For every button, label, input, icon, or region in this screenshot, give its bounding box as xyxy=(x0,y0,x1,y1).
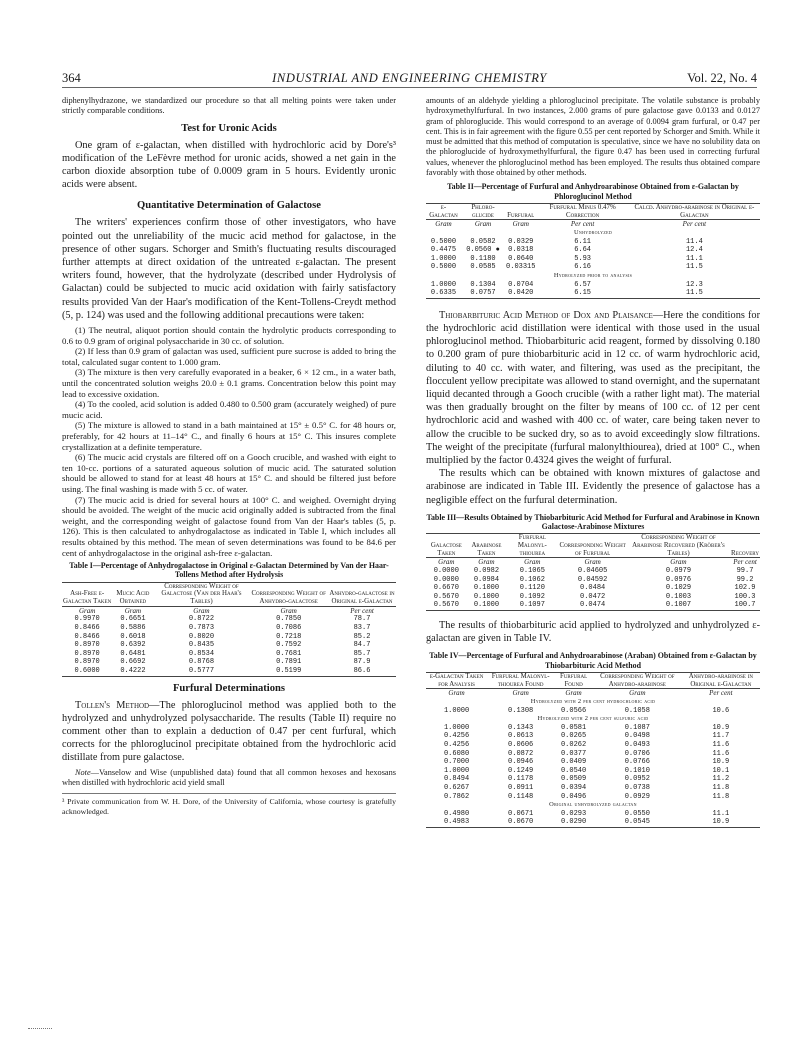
table-cell: 11.8 xyxy=(712,792,730,801)
table-cell: 0.5000 xyxy=(430,263,457,272)
table-cell: 0.1249 xyxy=(508,766,534,775)
table-cell: 0.0329 xyxy=(508,237,534,246)
table-cell: 0.0613 xyxy=(508,732,534,741)
procedure-step: (3) The mixture is then very carefully evaporated in a beaker, 6 × 12 cm., in a water bath, until the concentrated solution weighs 20.0 ± 0.1 grams. Concentration below this point may lead to excessive oxidation. xyxy=(62,367,396,399)
table-cell: 99.7 xyxy=(736,567,754,576)
table-cell: 0.4980 xyxy=(443,809,470,818)
unit-cell: Per cent xyxy=(629,220,760,229)
table-header: Corresponding Weight of Arabinose Recovered (Kröber's Tables) xyxy=(627,534,730,558)
table-cell: 0.0550 xyxy=(624,809,650,818)
table-cell: 0.0757 xyxy=(461,289,505,298)
table-cell: 0.0394 xyxy=(560,783,587,792)
table-cell: 0.0293 xyxy=(560,809,587,818)
unit-cell: Per cent xyxy=(536,220,628,229)
table-row xyxy=(426,732,760,741)
unit-cell: Gram xyxy=(554,689,593,698)
unit-cell: Gram xyxy=(426,689,487,698)
table-cell: 0.0582 xyxy=(470,237,496,246)
table-cell: 0.04605 xyxy=(577,567,608,576)
table-row xyxy=(426,793,760,802)
table-cell: 0.1010 xyxy=(624,766,650,775)
table-cell: 1.0000 xyxy=(443,723,470,732)
table-cell: 102.9 xyxy=(734,584,756,593)
table-header: Galactose Taken xyxy=(426,534,467,558)
table-cell: 0.1092 xyxy=(519,592,545,601)
table-cell: 0.0496 xyxy=(560,792,587,801)
table-row xyxy=(426,289,760,298)
table-cell: 0.04592 xyxy=(577,575,608,584)
table-cell: 0.6018 xyxy=(120,632,146,641)
table-cell: 0.1178 xyxy=(508,775,534,784)
table-cell: 0.6392 xyxy=(120,641,146,650)
table-header: ε-Galactan Taken for Analysis xyxy=(426,673,487,689)
table-row xyxy=(426,246,760,255)
table-cell: 0.1029 xyxy=(665,584,692,593)
table-cell: 0.5199 xyxy=(249,667,328,676)
run-in-heading: Tollen's Method xyxy=(75,699,150,711)
table-cell: 11.1 xyxy=(685,254,703,263)
table-row xyxy=(426,750,760,759)
paragraph-uronic: One gram of ε-galactan, when distilled with hydrochloric acid by Dore's³ modification of the LeFèvre method for uronic acids, showed a net gain in the carbon dioxide absorption tube of 0.0009 gram in 5 hours. Evidently uronic acids were absent. xyxy=(62,139,396,191)
table-row xyxy=(62,615,396,624)
unit-cell: Gram xyxy=(593,689,682,698)
table-cell: 0.5670 xyxy=(426,601,467,610)
table-cell: 0.0560 ● xyxy=(466,246,500,255)
table-cell: 0.0706 xyxy=(624,749,650,758)
footnote: ³ Private communication from W. H. Dore, of the University of California, whose courtesy is gratefully acknowledged. xyxy=(62,793,396,816)
unit-cell: Per cent xyxy=(328,606,396,615)
table-cell: 0.1308 xyxy=(508,706,534,715)
table-cell: 11.6 xyxy=(712,749,730,758)
table-header: Corresponding Weight of Furfural xyxy=(558,534,627,558)
table-cell: 87.9 xyxy=(353,658,371,667)
table-row xyxy=(62,624,396,633)
table-cell: 85.7 xyxy=(353,649,371,658)
table-cell: 6.11 xyxy=(574,237,591,246)
table-cell: 0.1003 xyxy=(665,592,692,601)
table-cell: 0.1343 xyxy=(508,723,534,732)
table-row xyxy=(426,818,760,827)
table-cell: 0.7086 xyxy=(276,623,302,632)
table-cell: 5.93 xyxy=(574,254,591,263)
table-cell: 1.0000 xyxy=(443,766,470,775)
procedure-step: (1) The neutral, aliquot portion should contain the hydrolytic products corresponding to 0.6 to 0.9 gram of original polysaccharide in 30 cc. of solution. xyxy=(62,325,396,346)
procedure-step: (7) The mucic acid is dried for several hours at 100° C. and weighed. Overnight drying should be avoided. The weight of the mucic acid originally added is subtracted from the final weight, and the corresponding weight of galactose found from Van der Haar's tables (5, p. 126). This is then calculated to anhydrogalactose as indicated in Table I, which includes all results obtained by this method. The mean of seven determinations was found to be 84.6 per cent of anhydrogalactose in the original ash-free ε-galactan. xyxy=(62,494,396,558)
heading-quantitative-galactose: Quantitative Determination of Galactose xyxy=(137,200,321,212)
table-row xyxy=(426,707,760,716)
note-label: Note xyxy=(75,767,91,777)
table-cell: 0.7592 xyxy=(276,641,302,650)
table-cell: 0.0952 xyxy=(624,775,650,784)
section-label: Hydrolyzed with 2 per cent hydrochloric acid xyxy=(530,698,656,706)
table-cell: 0.0377 xyxy=(560,749,587,758)
table-row xyxy=(426,281,760,290)
table-cell: 99.2 xyxy=(736,575,754,584)
table-cell: 0.9970 xyxy=(74,615,100,624)
unit-cell: Gram xyxy=(426,220,461,229)
table-cell: 10.6 xyxy=(712,706,730,715)
left-column xyxy=(62,96,396,816)
unit-cell: Gram xyxy=(249,606,328,615)
table-cell: 11.7 xyxy=(712,732,730,741)
table-row xyxy=(62,641,396,650)
paragraph-quantitative: The writers' experiences confirm those of other investigators, who have pointed out the unreliability of the mucic acid method for galactose, in the presence of other sugars. Schorger and Smith's fluctuating results discouraged further attempts at direct oxidation of the untreated ε-galactan. The present writers found, however, that the hydrolyzate (described under Hydrolysis of Galactan) could be subjected to mucic acid oxidation with fairly satisfactory results provided Van der Haar's modification of the Kent-Tollens-Creydt method (5, p. 124) was used and the following additional precautions were taken: xyxy=(62,217,396,321)
table-cell: 11.1 xyxy=(712,809,730,818)
table-cell: 10.9 xyxy=(712,723,730,732)
table-cell: 11.6 xyxy=(712,741,730,749)
table-header: Phloro-glucide xyxy=(461,203,505,219)
note-paragraph xyxy=(62,768,396,789)
table-cell: 0.4475 xyxy=(430,246,457,255)
table-cell: 0.1062 xyxy=(519,575,545,584)
table-cell: 0.0738 xyxy=(624,783,650,792)
table-4 xyxy=(426,672,760,828)
paragraph-results: The results which can be obtained with known mixtures of galactose and arabinose are indicated in Table III. Evidently the presence of galactose has a negligible effect on the furfural determination. xyxy=(426,468,760,506)
margin-mark xyxy=(28,1028,52,1029)
table-cell: 0.8722 xyxy=(188,615,215,624)
table-cell: 0.7681 xyxy=(276,649,302,658)
table-cell: 0.6692 xyxy=(120,658,146,667)
table-3 xyxy=(426,533,760,611)
table-cell: 0.8494 xyxy=(443,775,470,784)
table-cell: 0.7873 xyxy=(188,623,215,632)
unit-cell: Gram xyxy=(487,689,554,698)
table-cell: 0.6651 xyxy=(120,615,146,624)
paragraph-text: —The phloroglucinol method was applied both to the hydrolyzed and unhydrolyzed polysaccharide. The results (Table II) require no comment other than to explain a deduction of 0.47 per cent furfural, which corrects for the phloroglucinol precipitate obtained from the hydrochloric acid distillate from pure galactose. xyxy=(62,699,396,764)
table-cell: 0.6335 xyxy=(426,289,461,298)
table-cell: 0.6267 xyxy=(443,783,470,792)
table-cell: 11.4 xyxy=(685,237,703,246)
paragraph-table4-intro: The results of thiobarbituric acid applied to hydrolyzed and unhydrolyzed ε-galactan are given in Table IV. xyxy=(426,620,760,645)
table-cell: 0.5000 xyxy=(430,237,457,246)
table-cell: 10.1 xyxy=(712,766,730,775)
table-cell: 0.8466 xyxy=(74,632,100,641)
table-cell: 86.6 xyxy=(328,667,396,676)
table-cell: 0.0420 xyxy=(505,289,536,298)
table-cell: 10.9 xyxy=(682,818,760,827)
procedure-step: (6) The mucic acid crystals are filtered off on a Gooch crucible, and washed with eight to ten 10-cc. portions of a saturated aqueous solution of mucic acid. The saturated solution should be allowed to stand for at least 48 hours at 15° C. and should be filtered just before using. The final washing is made with 5 cc. of water. xyxy=(62,452,396,494)
left-top-paragraph: diphenylhydrazone, we standardized our procedure so that all melting points were taken under strictly comparable conditions. xyxy=(62,96,396,116)
table-cell: 0.0585 xyxy=(470,263,496,272)
table-cell: 0.1000 xyxy=(473,584,500,593)
table-cell: 0.0498 xyxy=(624,732,650,741)
heading-furfural-determinations: Furfural Determinations xyxy=(172,682,286,694)
table-header: Corresponding Weight of Anhydro-galactose xyxy=(249,582,328,606)
table-cell: 0.5777 xyxy=(154,667,250,676)
table-cell: 1.0000 xyxy=(430,254,457,263)
table-row xyxy=(426,758,760,767)
procedure-step: (5) The mixture is allowed to stand in a bath maintained at 15° ± 0.5° C. for 48 hours or, preferably, for 42 hours at 11–14° C., and finally 6 hours at 15° C. This insures complete crystallization at a definite temperature. xyxy=(62,420,396,452)
table-1 xyxy=(62,582,396,677)
table-row xyxy=(426,775,760,784)
table-cell: 0.0540 xyxy=(560,766,587,775)
table-cell: 0.8970 xyxy=(74,649,100,658)
table-cell: 0.0929 xyxy=(624,792,650,801)
table-row xyxy=(62,650,396,659)
table-cell: 0.0318 xyxy=(508,246,534,255)
table-row xyxy=(62,658,396,667)
table-header: Calcd. Anhydro-arabinose in Original ε-Galactan xyxy=(629,203,760,219)
table-cell: 0.1065 xyxy=(519,567,545,576)
section-label: Unhydrolyzed xyxy=(573,228,613,236)
table-cell: 0.6080 xyxy=(443,749,470,758)
table-row xyxy=(426,601,760,610)
table-cell: 0.6670 xyxy=(433,584,459,593)
table-cell: 0.0000 xyxy=(433,575,459,584)
table-cell: 0.0493 xyxy=(624,741,650,749)
table-cell: 0.1097 xyxy=(506,601,558,610)
run-in-heading: Thiobarbituric Acid Method of Dox and Plaisance xyxy=(439,309,653,321)
table-cell: 0.4222 xyxy=(112,667,153,676)
table-row xyxy=(426,810,760,819)
unit-cell: Gram xyxy=(506,558,558,567)
volume-issue: Vol. 22, No. 4 xyxy=(687,71,757,85)
table-row xyxy=(426,238,760,247)
table-cell: 84.7 xyxy=(353,641,371,650)
table-cell: 0.8970 xyxy=(74,641,100,650)
table-cell: 0.0484 xyxy=(580,584,606,593)
table-cell: 0.0472 xyxy=(580,592,606,601)
table-cell: 0.8435 xyxy=(188,641,215,650)
table-header: Ash-Free ε-Galactan Taken xyxy=(62,582,112,606)
table-cell: 12.4 xyxy=(685,246,703,255)
table-cell: 0.0606 xyxy=(508,741,534,749)
table-cell: 0.0976 xyxy=(665,575,692,584)
unit-cell: Gram xyxy=(505,220,536,229)
table-cell: 0.0946 xyxy=(508,758,534,767)
table-cell: 0.0474 xyxy=(558,601,627,610)
table-cell: 0.0581 xyxy=(560,723,587,732)
table-cell: 0.7000 xyxy=(443,758,470,767)
table-cell: 12.3 xyxy=(685,280,703,289)
table-header: Corresponding Weight of Anhydro-arabinose xyxy=(593,673,682,689)
table-cell: 0.7850 xyxy=(276,615,302,624)
table-cell: 83.7 xyxy=(353,623,371,632)
table-row xyxy=(426,741,760,750)
unit-cell: Gram xyxy=(426,558,467,567)
table-cell: 11.5 xyxy=(685,263,703,272)
table-header: Furfural xyxy=(505,203,536,219)
table-header: Anhydro-galactose in Original ε-Galactan xyxy=(328,582,396,606)
table-row xyxy=(426,784,760,793)
table-cell: 11.2 xyxy=(712,775,730,784)
table-cell: 0.0984 xyxy=(473,575,500,584)
table-cell: 0.0911 xyxy=(508,783,534,792)
table-cell: 0.5670 xyxy=(433,592,459,601)
table-row xyxy=(426,724,760,733)
table-header: Furfural Malonyl-thiourea Found xyxy=(487,673,554,689)
table-cell: 0.4256 xyxy=(443,741,470,749)
table-cell: 0.1007 xyxy=(627,601,730,610)
table-header: Recovery xyxy=(730,534,760,558)
journal-title: INDUSTRIAL AND ENGINEERING CHEMISTRY xyxy=(272,71,547,85)
table-cell: 0.0766 xyxy=(624,758,650,767)
table-cell: 0.0566 xyxy=(560,706,587,715)
table-header: Furfural Found xyxy=(554,673,593,689)
table-2 xyxy=(426,203,760,299)
table-cell: 100.3 xyxy=(734,592,756,601)
procedure-step: (2) If less than 0.9 gram of galactan was used, sufficient pure sucrose is added to bring the total, calculated sugar content to 1.000 gram. xyxy=(62,346,396,367)
table-cell: 0.0704 xyxy=(508,280,534,289)
table-cell: 0.5886 xyxy=(120,623,146,632)
table-cell: 0.8970 xyxy=(74,658,100,667)
table-cell: 0.0640 xyxy=(508,254,534,263)
table-cell: 6.15 xyxy=(536,289,628,298)
right-column xyxy=(426,96,760,828)
table-cell: 0.0290 xyxy=(554,818,593,827)
table-cell: 0.0409 xyxy=(560,758,587,767)
table-cell: 0.4256 xyxy=(443,732,470,741)
table-cell: 0.7891 xyxy=(276,658,302,667)
table-cell: 1.0000 xyxy=(430,280,457,289)
table-cell: 0.1087 xyxy=(624,723,650,732)
table-cell: 0.0982 xyxy=(473,567,500,576)
table-2-caption: Table II—Percentage of Furfural and Anhydroarabinose Obtained from ε-Galactan by Phloroglucinol Method xyxy=(447,182,739,201)
table-row xyxy=(426,263,760,272)
table-4-caption: Table IV—Percentage of Furfural and Anhydroarabinose (Araban) Obtained from ε-Galactan by Thiobarbituric Acid Method xyxy=(429,651,757,670)
table-row xyxy=(426,567,760,576)
table-cell: 0.0979 xyxy=(665,567,692,576)
table-cell: 0.6000 xyxy=(62,667,112,676)
table-cell: 0.1120 xyxy=(519,584,545,593)
table-cell: 0.0262 xyxy=(560,741,587,749)
table-cell: 0.7218 xyxy=(276,632,302,641)
table-cell: 100.7 xyxy=(730,601,760,610)
table-3-caption: Table III—Results Obtained by Thiobarbituric Acid Method for Furfural and Arabinose in Known Galactose-Arabinose Mixtures xyxy=(426,512,760,532)
table-cell: 0.8768 xyxy=(188,658,215,667)
note-text: —Vanselow and Wise (unpublished data) found that all common hexoses and hexosans when distilled with hydrochloric acid yield small xyxy=(62,767,396,787)
unit-cell: Gram xyxy=(558,558,627,567)
table-header: ε-Galactan xyxy=(426,203,461,219)
table-header: Arabinose Taken xyxy=(467,534,507,558)
table-cell: 0.1304 xyxy=(470,280,496,289)
table-row xyxy=(426,584,760,593)
table-row xyxy=(426,576,760,585)
table-cell: 0.0265 xyxy=(560,732,587,741)
table-cell: 1.0000 xyxy=(443,706,470,715)
table-cell: 85.2 xyxy=(353,632,371,641)
table-header: Mucic Acid Obtained xyxy=(112,582,153,606)
table-row xyxy=(62,667,396,676)
table-header: Furfural Minus 0.47% Correction xyxy=(536,203,628,219)
table-cell: 0.0545 xyxy=(593,818,682,827)
table-cell: 0.7862 xyxy=(443,792,470,801)
table-header: Corresponding Weight of Galactose (Van der Haar's Tables) xyxy=(154,582,250,606)
unit-cell: Gram xyxy=(467,558,507,567)
unit-cell: Gram xyxy=(112,606,153,615)
table-cell: 0.6481 xyxy=(120,649,146,658)
heading-uronic-acids: Test for Uronic Acids xyxy=(181,122,277,134)
table-header: Furfural Malonyl-thiourea xyxy=(506,534,558,558)
table-cell: 0.0670 xyxy=(487,818,554,827)
table-cell: 0.8020 xyxy=(188,632,215,641)
table-cell: 0.0671 xyxy=(508,809,534,818)
paragraph-thiobarbituric xyxy=(426,309,760,467)
table-cell: 78.7 xyxy=(353,615,371,624)
table-cell: 0.1000 xyxy=(467,601,507,610)
table-cell: 0.8534 xyxy=(188,649,215,658)
table-cell: 6.16 xyxy=(574,263,591,272)
table-row xyxy=(62,633,396,642)
table-cell: 0.8466 xyxy=(74,623,100,632)
table-cell: 11.8 xyxy=(712,783,730,792)
table-cell: 0.0872 xyxy=(508,749,534,758)
table-cell: 0.03315 xyxy=(506,263,536,272)
right-top-paragraph: amounts of an aldehyde yielding a phloroglucinol precipitate. The volatile substance is probably hydroxymethylfurfural. In two instances, 2.000 grams of pure galactose gave 0.0133 and 0.0127 gram of phloroglucide. This would correspond to an average of 0.0094 gram furfural, or 0.47 per cent. This is in fair agreement with the figure 0.55 per cent reported by Schorger and Smith. While it must be admitted that this method of computation is speculative, since we have no solubility data on the phloroglucide of hydroxymethylfurfural, the figure 0.47 has been used in correcting furfural values, whenever the phloroglucinol method has been employed. The results thus obtained compare favorably with those obtained by other methods. xyxy=(426,96,760,178)
procedure-step: (4) To the cooled, acid solution is added 0.480 to 0.500 gram (accurately weighed) of pure mucic acid. xyxy=(62,399,396,420)
table-cell: 0.4983 xyxy=(426,818,487,827)
table-1-caption: Table I—Percentage of Anhydrogalactose in Original ε-Galactan Determined by Van der Haar-Tollens Method after Hydrolysis xyxy=(69,561,389,580)
table-cell: 0.1000 xyxy=(473,592,500,601)
table-cell: 0.0509 xyxy=(560,775,587,784)
running-header xyxy=(62,71,757,88)
table-cell: 6.64 xyxy=(574,246,591,255)
unit-cell: Gram xyxy=(62,606,112,615)
paragraph-tollens xyxy=(62,699,396,765)
table-cell: 0.0000 xyxy=(433,567,459,576)
table-cell: 6.57 xyxy=(574,280,591,289)
table-cell: 10.9 xyxy=(712,758,730,767)
page-number: 364 xyxy=(62,71,81,85)
section-label: Hydrolyzed prior to analysis xyxy=(553,271,633,279)
table-row xyxy=(426,767,760,776)
section-label: Original unhydrolyzed galactan xyxy=(549,801,637,809)
unit-cell: Gram xyxy=(627,558,730,567)
unit-cell: Gram xyxy=(461,220,505,229)
paragraph-text: —Here the conditions for the hydrochloric acid distillation were identical with those used in the usual phloroglucinol method. Thiobarbituric acid reagent, formed by dissolving 0.180 to 0.200 gram of pure thiobarbituric acid in 12 cc. of warm hydrochloric acid, diluting to 40 cc. with water, and filtering, was used as the precipitant, the flocculent yellow precipitate was allowed to stand overnight, and the supernatant liquid decanted through a Gooch crucible (with a rather light mat). The material was then gradually brought on the filter by means of 100 cc. of 12 per cent hydrochloric acid and washed with 400 cc. of water, care being taken never to allow the crucible to be sucked dry, so as to avoid exceedingly slow filtrations. The weight of the precipitate (furfural malonylthiourea), dried at 100° C., when multiplied by the factor 0.4324 gives the weight of furfural. xyxy=(426,309,760,466)
table-row xyxy=(426,255,760,264)
unit-cell: Per cent xyxy=(682,689,760,698)
table-cell: 0.1148 xyxy=(508,792,534,801)
unit-cell: Per cent xyxy=(730,558,760,567)
table-cell: 0.1058 xyxy=(624,706,650,715)
table-row xyxy=(426,593,760,602)
table-cell: 11.5 xyxy=(629,289,760,298)
unit-cell: Gram xyxy=(154,606,250,615)
table-header: Anhydro-arabinose in Original ε-Galactan xyxy=(682,673,760,689)
section-label: Hydrolyzed with 2 per cent sulfuric acid xyxy=(537,715,649,723)
table-cell: 0.1180 xyxy=(470,254,496,263)
